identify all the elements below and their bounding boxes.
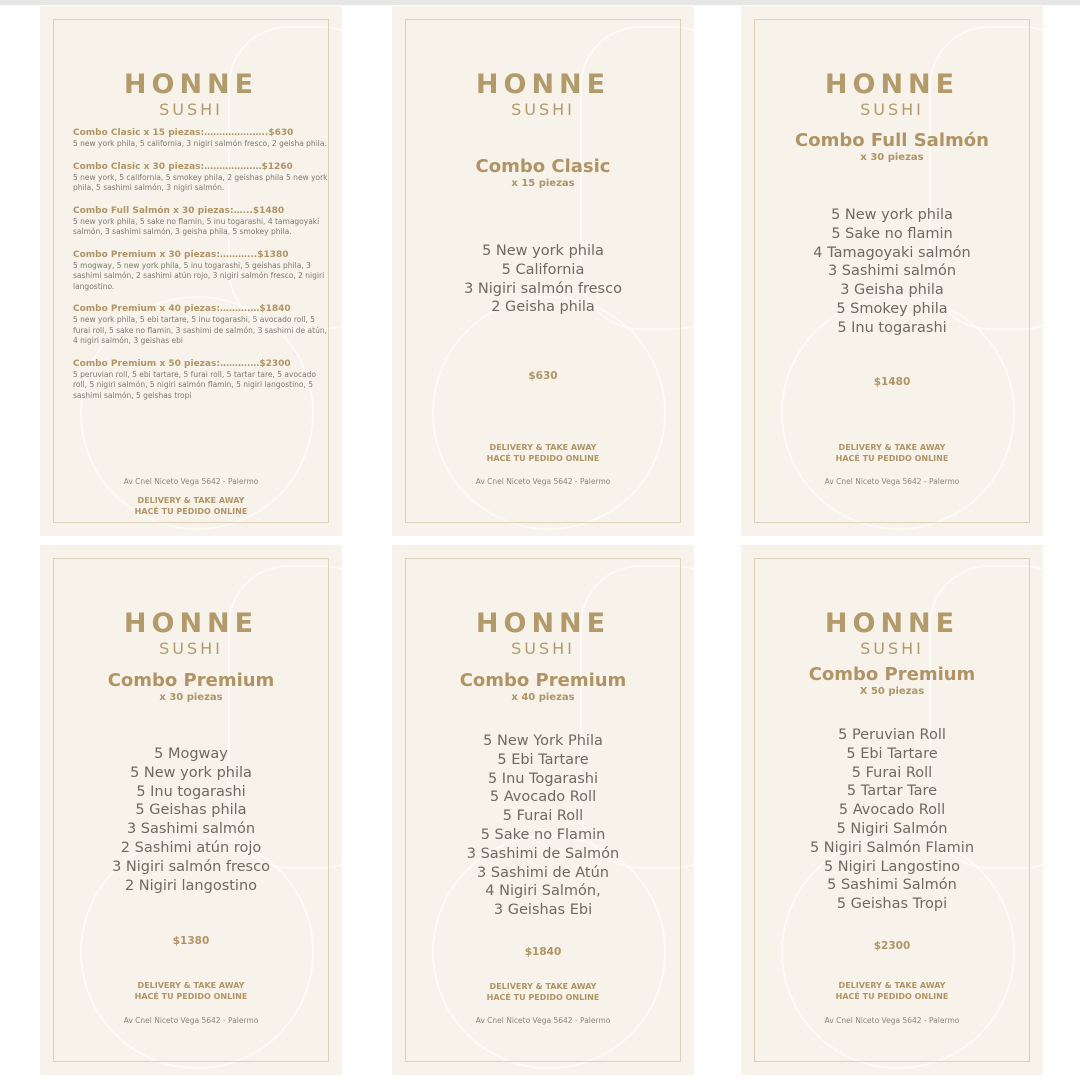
order-online-line: HACÉ TU PEDIDO ONLINE xyxy=(134,507,248,516)
combo-items xyxy=(741,726,1043,914)
brand-sub: SUSHI xyxy=(159,100,223,119)
delivery-line: DELIVERY & TAKE AWAY xyxy=(137,496,245,505)
menu-card-premium-40 xyxy=(392,545,694,1075)
delivery-note xyxy=(741,980,1043,1002)
combo-heading: Combo Premium x 50 piezas:……….…$2300 xyxy=(73,358,291,369)
combo-items xyxy=(40,745,342,895)
order-online-line: HACÉ TU PEDIDO ONLINE xyxy=(486,993,600,1002)
list-item: 5 Tartar Tare xyxy=(846,783,938,800)
combo-heading: Combo Premium x 30 piezas:………...$1380 xyxy=(73,249,289,260)
delivery-line: DELIVERY & TAKE AWAY xyxy=(838,981,946,990)
combo-heading: Combo Clasic x 30 piezas:…………….…$1260 xyxy=(73,161,293,172)
list-item xyxy=(73,206,332,238)
list-item: 5 Ebi Tartare xyxy=(846,745,938,762)
menu-card-clasic-15 xyxy=(392,6,694,536)
list-item: 5 Sake no flamin xyxy=(831,225,953,242)
list-item: 3 Geishas Ebi xyxy=(493,902,593,919)
combo-price: $1840 xyxy=(524,946,562,958)
combo-items xyxy=(741,206,1043,338)
list-item: 5 Mogway xyxy=(154,746,228,762)
list-item: 2 Nigiri langostino xyxy=(124,877,258,894)
combo-heading: Combo Premium x 40 piezas:……….…$1840 xyxy=(73,304,291,314)
combo-detail: 5 peruvian roll, 5 ebi tartare, 5 furai roll, 5 tartar tare, 5 avocado roll, 5 nigiri salmón, 5 nigiri salmón flamin, 5 nigiri langostino, 5 sashimi salmón, 5 geishas tropi xyxy=(73,369,317,400)
delivery-note xyxy=(392,442,694,464)
list-item: 3 Sashimi de Atún xyxy=(477,864,609,881)
delivery-line: DELIVERY & TAKE AWAY xyxy=(838,443,946,452)
combo-pieces: x 30 piezas xyxy=(860,152,924,163)
brand-logo: HONNE xyxy=(475,608,611,639)
order-online-line: HACÉ TU PEDIDO ONLINE xyxy=(486,454,600,463)
list-item: 5 Geishas Tropi xyxy=(836,896,948,913)
list-item: 5 Nigiri Salmón xyxy=(836,820,948,837)
menu-card-overview xyxy=(40,6,342,536)
list-item xyxy=(73,128,332,150)
list-item: 5 New York Phila xyxy=(483,733,603,749)
combo-pieces: x 40 piezas xyxy=(511,692,575,703)
list-item: 5 Smokey phila xyxy=(836,300,948,317)
combo-price: $630 xyxy=(528,370,558,382)
brand-logo: HONNE xyxy=(824,69,960,100)
address: Av Cnel Niceto Vega 5642 - Palermo xyxy=(123,1016,259,1025)
list-item: 3 Nigiri salmón fresco xyxy=(112,858,270,875)
list-item: 5 Sashimi Salmón xyxy=(827,877,957,894)
list-item: 3 Sashimi salmón xyxy=(126,821,256,838)
list-item xyxy=(73,359,332,402)
combo-pieces: X 50 piezas xyxy=(859,686,925,697)
combo-items xyxy=(392,242,694,317)
list-item: 5 Sake no Flamin xyxy=(480,826,606,843)
delivery-note xyxy=(741,442,1043,464)
address: Av Cnel Niceto Vega 5642 - Palermo xyxy=(123,477,259,486)
combo-list xyxy=(73,128,332,413)
order-online-line: HACÉ TU PEDIDO ONLINE xyxy=(835,454,949,463)
brand-sub: SUSHI xyxy=(860,639,924,658)
list-item: 5 Inu togarashi xyxy=(136,783,246,800)
delivery-note xyxy=(392,981,694,1003)
address: Av Cnel Niceto Vega 5642 - Palermo xyxy=(475,1016,611,1025)
list-item: 5 Inu togarashi xyxy=(837,319,947,336)
combo-price: $1380 xyxy=(172,935,210,947)
combo-title: Combo Premium xyxy=(459,670,627,691)
address: Av Cnel Niceto Vega 5642 - Palermo xyxy=(475,477,611,486)
combo-title: Combo Premium xyxy=(107,670,275,691)
list-item: 5 New york phila xyxy=(831,207,953,223)
list-item: 3 Geisha phila xyxy=(840,282,944,299)
list-item: 3 Sashimi de Salmón xyxy=(466,845,620,862)
brand-sub: SUSHI xyxy=(860,100,924,119)
brand-logo: HONNE xyxy=(824,608,960,639)
order-online-line: HACÉ TU PEDIDO ONLINE xyxy=(134,992,248,1001)
delivery-line: DELIVERY & TAKE AWAY xyxy=(489,443,597,452)
delivery-note xyxy=(40,980,342,1002)
combo-items xyxy=(392,732,694,920)
list-item: 5 New york phila xyxy=(482,243,604,259)
list-item: 5 Nigiri Langostino xyxy=(823,858,961,875)
list-item: 5 Inu Togarashi xyxy=(487,770,599,787)
list-item: 4 Nigiri Salmón, xyxy=(485,883,601,900)
brand-logo: HONNE xyxy=(123,69,259,100)
brand-logo: HONNE xyxy=(123,608,259,639)
list-item: 5 Nigiri Salmón Flamin xyxy=(809,839,975,856)
list-item: 5 Avocado Roll xyxy=(489,789,597,806)
list-item: 5 California xyxy=(501,261,585,278)
combo-detail: 5 new york phila, 5 california, 3 nigiri salmón fresco, 2 geisha phila. xyxy=(73,139,327,148)
combo-detail: 5 new york phila, 5 ebi tartare, 5 inu togarashi, 5 avocado roll, 5 furai roll, 5 sake no flamin, 3 sashimi de salmón, 3 sashimi de atún, 4 nigiri salmón, 3 geishas ebi xyxy=(73,315,327,345)
list-item: 4 Tamagoyaki salmón xyxy=(813,244,971,261)
combo-price: $1480 xyxy=(873,376,911,388)
combo-detail: 5 mogway, 5 new york phila, 5 inu togarashi, 5 geishas phila, 3 sashimi salmón, 2 sashimi atún rojo, 3 nigiri salmón fresco, 2 nigiri langostino. xyxy=(73,260,325,291)
combo-price: $2300 xyxy=(873,940,911,952)
combo-detail: 5 new york, 5 california, 5 smokey phila, 2 geishas phila 5 new york phila, 5 sashimi salmón, 3 nigiri salmón. xyxy=(73,172,328,192)
list-item: 2 Sashimi atún rojo xyxy=(120,839,262,856)
list-item: 5 Avocado Roll xyxy=(838,802,946,819)
combo-title: Combo Premium xyxy=(808,664,976,685)
list-item: 5 New york phila xyxy=(130,764,252,781)
list-item: 3 Sashimi salmón xyxy=(827,263,957,280)
list-item: 5 Furai Roll xyxy=(851,764,933,781)
list-item: 5 Ebi Tartare xyxy=(497,751,589,768)
brand-sub: SUSHI xyxy=(159,639,223,658)
brand-sub: SUSHI xyxy=(511,639,575,658)
combo-detail: 5 new york phila, 5 sake no flamin, 5 inu togarashi, 4 tamagoyaki salmón, 3 sashimi salmón, 3 geisha phila, 5 smokey phila. xyxy=(73,216,320,236)
address: Av Cnel Niceto Vega 5642 - Palermo xyxy=(824,477,960,486)
combo-pieces: x 30 piezas xyxy=(159,692,223,703)
top-divider xyxy=(0,0,1080,5)
list-item: 5 Furai Roll xyxy=(502,808,584,825)
delivery-note xyxy=(40,495,342,517)
menu-card-full-salmon xyxy=(741,6,1043,536)
list-item xyxy=(73,250,332,293)
brand-logo: HONNE xyxy=(475,69,611,100)
brand-sub: SUSHI xyxy=(511,100,575,119)
list-item: 2 Geisha phila xyxy=(491,299,595,316)
combo-heading: Combo Clasic x 15 piezas:…………….…..$630 xyxy=(73,128,294,138)
order-online-line: HACÉ TU PEDIDO ONLINE xyxy=(835,992,949,1001)
menu-card-premium-50 xyxy=(741,545,1043,1075)
combo-pieces: x 15 piezas xyxy=(511,178,575,189)
delivery-line: DELIVERY & TAKE AWAY xyxy=(489,982,597,991)
list-item: 3 Nigiri salmón fresco xyxy=(464,280,622,297)
combo-title: Combo Full Salmón xyxy=(795,130,989,151)
menu-card-premium-30 xyxy=(40,545,342,1075)
list-item: 5 Geishas phila xyxy=(135,802,247,819)
list-item xyxy=(73,162,332,194)
list-item: 5 Peruvian Roll xyxy=(838,727,946,743)
address: Av Cnel Niceto Vega 5642 - Palermo xyxy=(824,1016,960,1025)
combo-heading: Combo Full Salmón x 30 piezas:…...$1480 xyxy=(73,205,285,216)
list-item xyxy=(73,304,332,347)
combo-title: Combo Clasic xyxy=(475,156,611,177)
delivery-line: DELIVERY & TAKE AWAY xyxy=(137,981,245,990)
